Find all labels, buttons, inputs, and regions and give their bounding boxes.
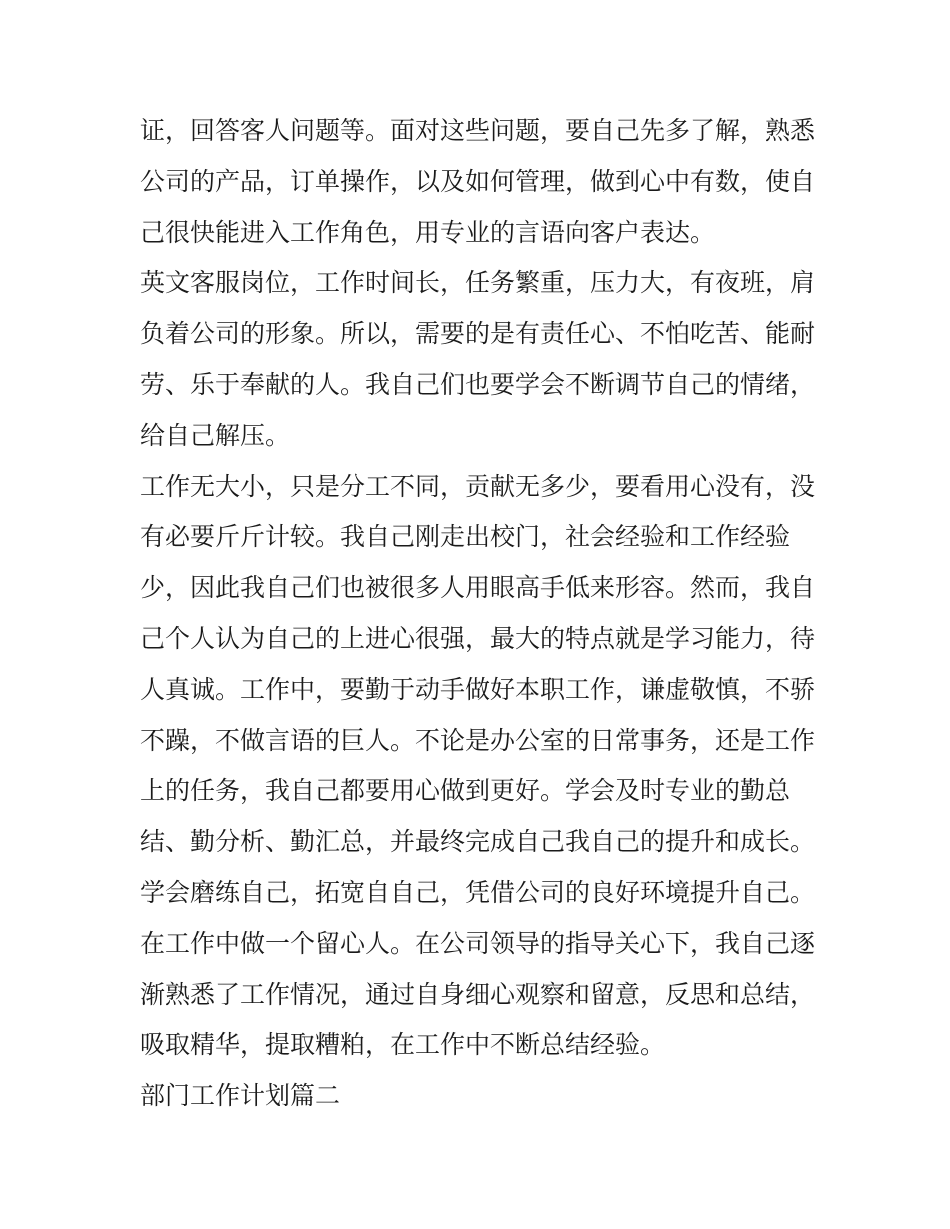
text-line: 给自己解压。	[140, 420, 291, 450]
text-line: 吸取精华，提取糟粕，在工作中不断总结经验。	[140, 1030, 666, 1060]
text-line: 工作无大小，只是分工不同，贡献无多少，要看用心没有，没	[140, 471, 816, 501]
text-line: 上的任务，我自己都要用心做到更好。学会及时专业的勤总	[140, 776, 791, 806]
text-line: 不躁，不做言语的巨人。不论是办公室的日常事务，还是工作	[140, 725, 816, 755]
document-body	[140, 106, 820, 1122]
text-line: 学会磨练自己，拓宽自自己，凭借公司的良好环境提升自己。	[140, 877, 816, 907]
section-heading: 部门工作计划篇二	[140, 1081, 341, 1111]
text-line: 己很快能进入工作角色，用专业的言语向客户表达。	[140, 217, 716, 247]
text-line: 有必要斤斤计较。我自己刚走出校门，社会经验和工作经验	[140, 522, 791, 552]
text-line: 公司的产品，订单操作，以及如何管理，做到心中有数，使自	[140, 166, 816, 196]
text-line: 劳、乐于奉献的人。我自己们也要学会不断调节自己的情绪，	[140, 369, 816, 399]
text-line: 己个人认为自己的上进心很强，最大的特点就是学习能力，待	[140, 623, 816, 653]
text-line: 英文客服岗位，工作时间长，任务繁重，压力大，有夜班，肩	[140, 268, 816, 298]
text-line: 证，回答客人问题等。面对这些问题，要自己先多了解，熟悉	[140, 116, 816, 145]
text-line: 结、勤分析、勤汇总，并最终完成自己我自己的提升和成长。	[140, 827, 816, 857]
text-line: 渐熟悉了工作情况，通过自身细心观察和留意，反思和总结，	[140, 979, 816, 1009]
text-line: 负着公司的形象。所以，需要的是有责任心、不怕吃苦、能耐	[140, 319, 816, 349]
text-line: 在工作中做一个留心人。在公司领导的指导关心下，我自己逐	[140, 928, 816, 958]
text-line: 少，因此我自己们也被很多人用眼高手低来形容。然而，我自	[140, 573, 816, 603]
text-line: 人真诚。工作中，要勤于动手做好本职工作，谦虚敬慎，不骄	[140, 674, 816, 704]
